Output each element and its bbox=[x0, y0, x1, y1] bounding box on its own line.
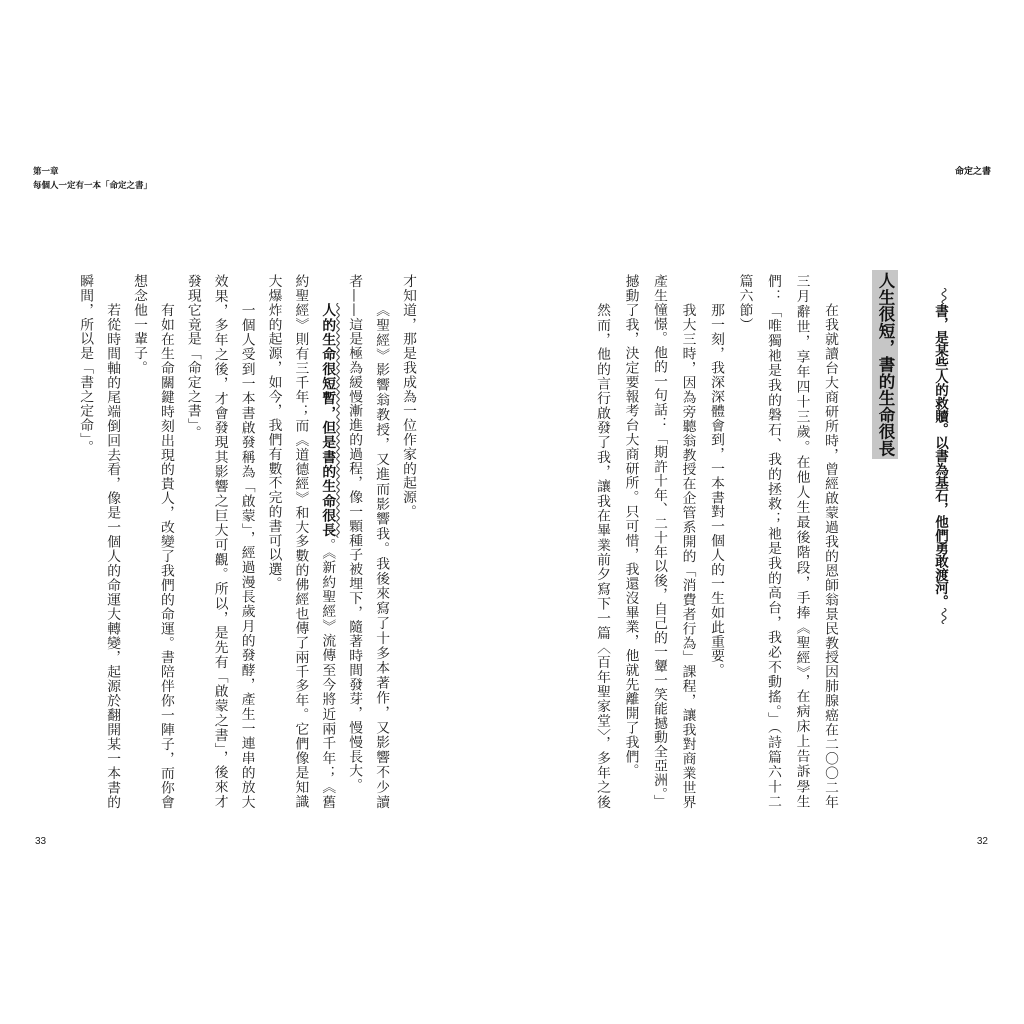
section-heading: 人生很短，書的生命很長 bbox=[872, 270, 898, 459]
text-line: 那一刻，我深深體會到，一本書對一個人的一生如此重要。 bbox=[708, 302, 724, 677]
pull-quote bbox=[929, 288, 951, 624]
page-number: 33 bbox=[35, 836, 47, 847]
chapter-title: 每個人一定有一本「命定之書」 bbox=[33, 181, 153, 191]
pull-quote-text: 書，是某些人的救贖。以書為基石，他們勇敢渡河。 bbox=[932, 304, 948, 608]
chapter-label: 第一章 bbox=[33, 167, 59, 177]
text-line: 在我就讀台大商研所時，曾經啟蒙過我的恩師翁景民教授因肺腺癌在二〇〇二年 bbox=[822, 302, 838, 808]
wavy-ornament-bottom bbox=[939, 608, 949, 624]
text-line: 效果，多年之後，才會發現其影響之巨大可觀。所以，是先有「啟蒙之書」，後來才 bbox=[211, 274, 228, 808]
text-line: 大爆炸的起源，如今，我們有數不完的書可以選。 bbox=[265, 274, 282, 591]
text-line: 才知道，那是我成為一位作家的起源。 bbox=[400, 274, 416, 519]
text-line: 然而，他的言行啟發了我，讓我在畢業前夕寫下一篇〈百年聖家堂〉，多年之後 bbox=[594, 302, 610, 808]
text-line: 約聖經》則有三千年；而《道德經》和大多數的佛經也傳了兩千多年。它們像是知識 bbox=[292, 274, 309, 808]
text-line: 若從時間軸的尾端倒回去看，像是一個人的命運大轉變，起源於翻開某一本書的 bbox=[104, 302, 121, 808]
text-line: 一個人受到一本書啟發稱為「啟蒙」，經過漫長歲月的發酵，產生一連串的放大 bbox=[238, 302, 255, 808]
text-line: 《聖經》影響翁教授，又進而影響我。我後來寫了十多本著作，又影響不少讀 bbox=[373, 302, 390, 808]
text-line: 有如在生命關鍵時刻出現的貴人，改變了我們的命運。書陪伴你一陣子，而你會 bbox=[157, 302, 174, 808]
text-line: 發現它竟是「命定之書」。 bbox=[184, 274, 201, 440]
text-line: 產生憧憬。他的一句話：「期許十年、二十年以後，自己的一顰一笑能撼動全亞洲。」 bbox=[651, 274, 667, 808]
text-line: 瞬間，所以是「書之定命」。 bbox=[77, 274, 94, 455]
emphasized-text: 人的生命很短暫，但是書的生命很長 bbox=[319, 302, 336, 538]
right-page bbox=[512, 0, 1024, 1024]
page-number: 32 bbox=[976, 836, 988, 847]
text-line: 三月辭世，享年四十三歲。在他人生最後階段，手捧《聖經》，在病床上告訴學生 bbox=[793, 274, 810, 808]
text-line: 者——這是極為緩慢漸進的過程，像一顆種子被埋下，隨著時間發芽，慢慢長大。 bbox=[346, 274, 363, 793]
text-line: 撼動了我，決定要報考台大商研所。只可惜，我還沒畢業，他就先離開了我們。 bbox=[622, 274, 639, 778]
text-line bbox=[317, 274, 337, 808]
text-segment: 。《新約聖經》流傳至今將近兩千年；《舊 bbox=[319, 537, 336, 808]
text-line: 篇六節） bbox=[736, 274, 753, 332]
text-line: 想念他一輩子。 bbox=[131, 274, 147, 375]
running-head: 命定之書 bbox=[954, 167, 991, 177]
text-line: 我大三時，因為旁聽翁教授在企管系開的「消費者行為」課程，讓我對商業世界 bbox=[679, 302, 696, 808]
text-line: 們：「唯獨祂是我的磐石、我的拯救；祂是我的高台，我必不動搖。」（詩篇六十二 bbox=[765, 274, 781, 808]
chapter-header bbox=[33, 165, 152, 193]
wavy-ornament-top bbox=[939, 288, 949, 304]
